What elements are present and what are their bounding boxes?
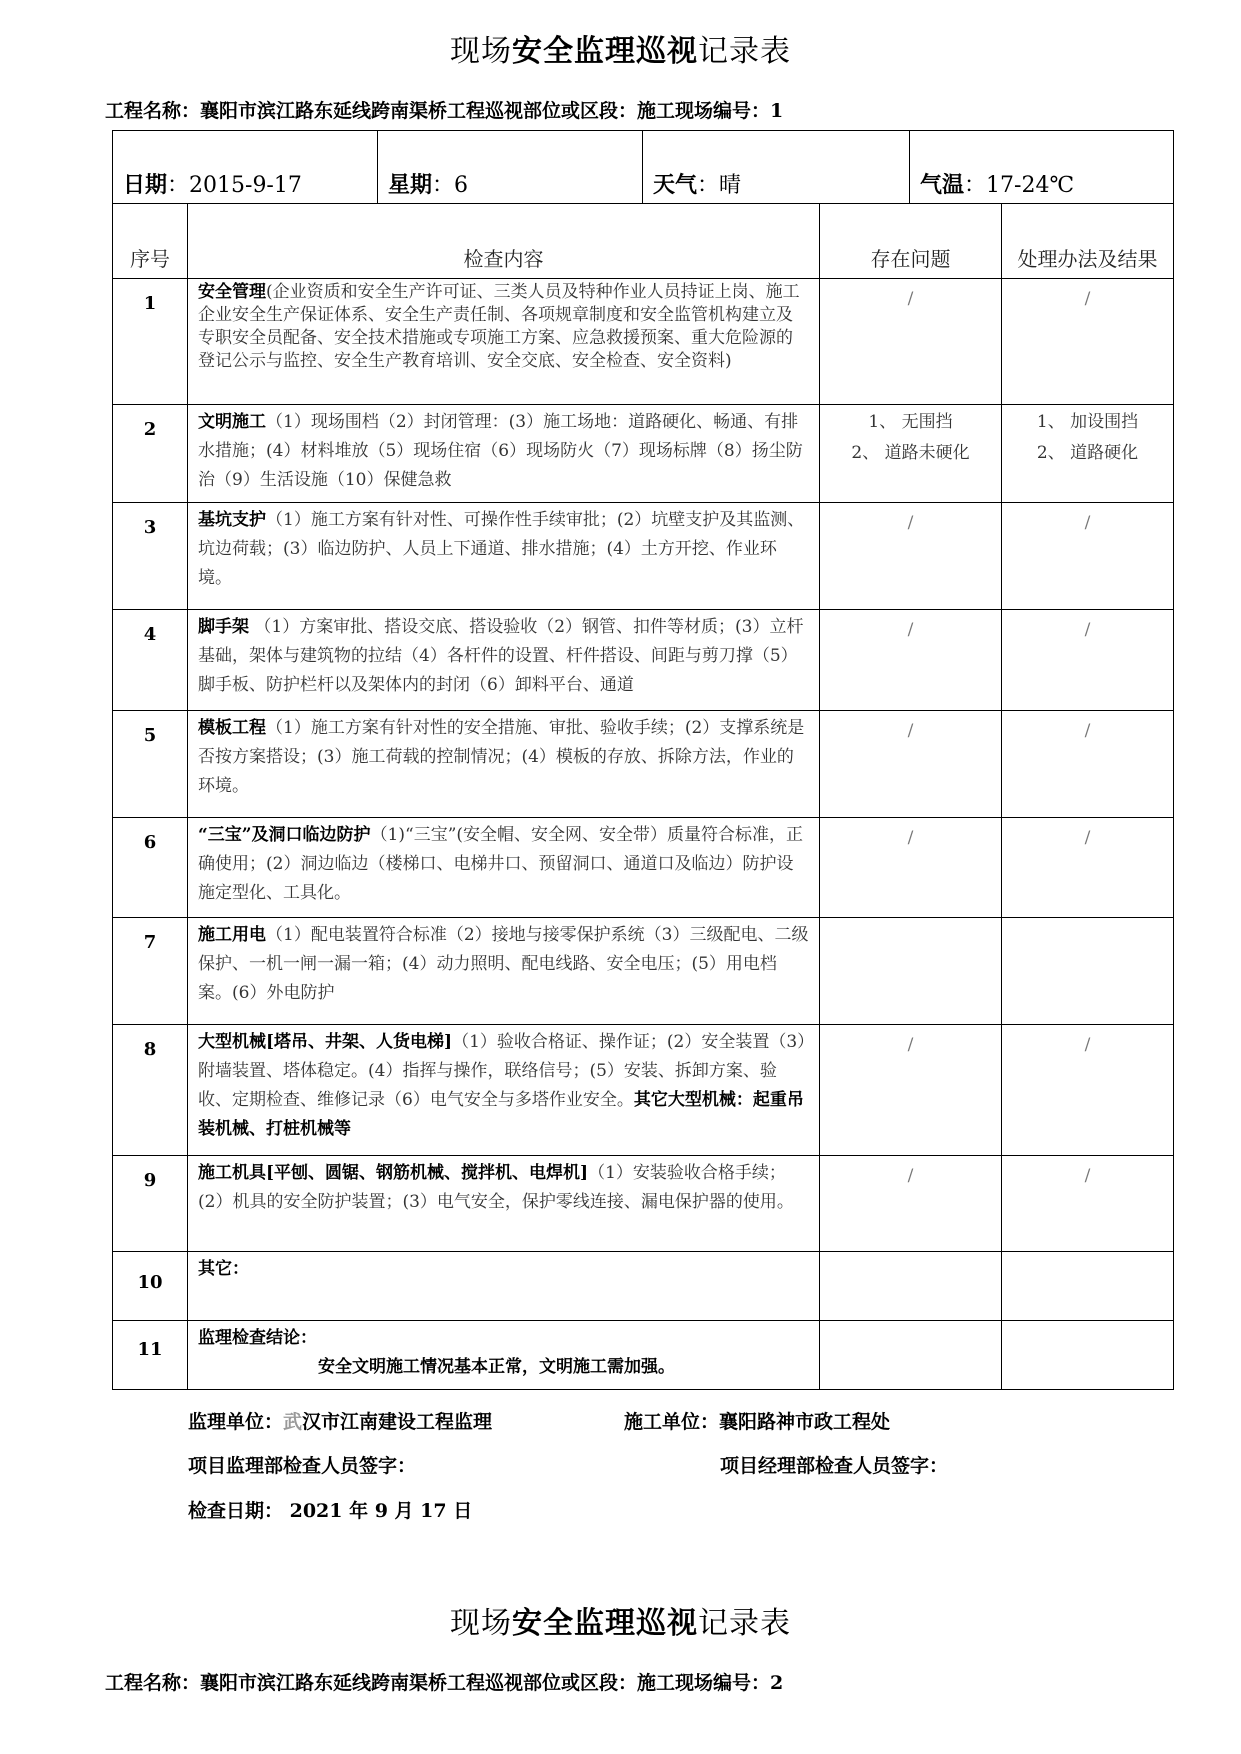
result-item: 1、 加设围挡 (1036, 412, 1139, 432)
issue-item: 2、 道路未硬化 (851, 443, 970, 463)
row-number: 7 (113, 918, 188, 1025)
row-number: 4 (113, 610, 188, 711)
project-line: 工程名称：襄阳市滨江路东延线跨南渠桥工程巡视部位或区段：施工现场编号：1 (105, 100, 784, 122)
row-content (188, 1321, 820, 1390)
supervisor-label: 监理单位： (188, 1411, 284, 1433)
temp-label: 气温 (920, 172, 965, 198)
row-content (188, 918, 820, 1025)
title-pre: 现场 (450, 1606, 512, 1641)
row-text: （1）方案审批、搭设交底、搭设验收（2）钢管、扣件等材质；(3）立杆基础，架体与建筑物的拉结（4）各杆件的设置、杆件搭设、间距与剪刀撑（5）脚手板、防护栏杆以及架体内的封闭（6）卸料平台、通道 (198, 617, 804, 695)
weekday-cell (378, 131, 643, 204)
header-row (113, 131, 1174, 204)
row-title: 监理检查结论： (198, 1328, 317, 1348)
page-title (0, 26, 1241, 70)
row-title: 大型机械[塔吊、井架、人货电梯] (198, 1032, 453, 1052)
row-title: 脚手架 (198, 617, 249, 637)
table-row (113, 503, 1174, 610)
row-text: （1）安装验收合格手续；(2）机具的安全防护装置；(3）电气安全，保护零线连接、漏电保护器的使用。 (198, 1163, 794, 1212)
row-text: （1）验收合格证、操作证；(2）安全装置（3）附墙装置、塔体稳定。(4）指挥与操作，联络信号；(5）安装、拆卸方案、验收、定期检查、维修记录（6）电气安全与多塔作业安全。 (198, 1032, 806, 1110)
page2-project-line: 工程名称：襄阳市滨江路东延线跨南渠桥工程巡视部位或区段：施工现场编号：2 (105, 1672, 784, 1694)
row-number: 3 (113, 503, 188, 610)
col-issue: 存在问题 (820, 204, 1002, 279)
row-result (1002, 1252, 1174, 1321)
row-number: 11 (113, 1321, 188, 1390)
result-item: 2、 道路硬化 (1036, 443, 1139, 463)
row-number: 8 (113, 1025, 188, 1156)
row-issue: / (820, 610, 1002, 711)
row-issue: / (820, 711, 1002, 818)
date-cell (113, 131, 378, 204)
column-header-row (113, 204, 1174, 279)
weather-value: ：晴 (697, 173, 742, 198)
row-content (188, 503, 820, 610)
row-issue: / (820, 279, 1002, 405)
row-result (1002, 1321, 1174, 1390)
row-issue: / (820, 1156, 1002, 1252)
row-issue (820, 1252, 1002, 1321)
row-title: 基坑支护 (198, 510, 266, 530)
row-issue (820, 405, 1002, 503)
title-bold: 安全监理巡视 (512, 34, 698, 69)
row-number: 5 (113, 711, 188, 818)
row-number: 2 (113, 405, 188, 503)
row-issue (820, 918, 1002, 1025)
title-post: 记录表 (698, 34, 791, 69)
table-row (113, 1025, 1174, 1156)
row-text: (企业资质和安全生产许可证、三类人员及特种作业人员持证上岗、施工企业安全生产保证体系、安全生产责任制、各项规章制度和安全监管机构建立及专职安全员配备、安全技术措施或专项施工方案、应急救援预案、重大危险源的登记公示与监控、安全生产教育培训、安全交底、安全检查、安全资料) (198, 282, 800, 371)
row-issue: / (820, 818, 1002, 918)
row-title: 模板工程 (198, 718, 266, 738)
row-result (1002, 405, 1174, 503)
row-number: 10 (113, 1252, 188, 1321)
page2-title (0, 1598, 1241, 1642)
row-title: 施工机具[平刨、圆锯、钢筋机械、搅拌机、电焊机] (198, 1163, 589, 1183)
title-post: 记录表 (698, 1606, 791, 1641)
row-result: / (1002, 279, 1174, 405)
row-content (188, 1025, 820, 1156)
row-title-extra: 其它大型机械：起重吊装机械、打桩机械等 (198, 1090, 804, 1139)
table-row (113, 405, 1174, 503)
row-number: 9 (113, 1156, 188, 1252)
table-row (113, 711, 1174, 818)
col-no: 序号 (113, 204, 188, 279)
row-content (188, 610, 820, 711)
date-label: 日期 (123, 172, 168, 198)
row-text: （1）施工方案有针对性、可操作性手续审批；(2）坑壁支护及其监测、坑边荷载；(3）临边防护、人员上下通道、排水措施；(4）土方开挖、作业环境。 (198, 510, 805, 588)
row-number: 1 (113, 279, 188, 405)
row-title: 施工用电 (198, 925, 266, 945)
temperature-cell (910, 131, 1174, 204)
weekday-label: 星期 (388, 172, 433, 198)
row-result (1002, 918, 1174, 1025)
contractor-unit: 施工单位：襄阳路神市政工程处 (624, 1411, 891, 1433)
row-result: / (1002, 503, 1174, 610)
row-text: （1）配电装置符合标准（2）接地与接零保护系统（3）三级配电、二级保护、一机一闸一漏一箱；(4）动力照明、配电线路、安全电压；(5）用电档案。(6）外电防护 (198, 925, 809, 1003)
table-row (113, 918, 1174, 1025)
inspection-table (112, 130, 1174, 1390)
table-row (113, 610, 1174, 711)
weather-label: 天气 (653, 172, 698, 198)
row-issue (820, 1321, 1002, 1390)
row-result: / (1002, 711, 1174, 818)
manager-signature: 项目经理部检查人员签字： (720, 1455, 949, 1477)
temp-value: ：17-24℃ (964, 173, 1075, 198)
supervisor-unit (188, 1407, 492, 1434)
col-content: 检查内容 (188, 204, 820, 279)
supervisor-faded-char: 武 (283, 1411, 303, 1433)
title-pre: 现场 (450, 34, 512, 69)
table-row (113, 279, 1174, 405)
row-text: （1）现场围档（2）封闭管理：(3）施工场地：道路硬化、畅通、有排水措施；(4）材料堆放（5）现场住宿（6）现场防火（7）现场标牌（8）扬尘防治（9）生活设施（10）保健急救 (198, 412, 803, 490)
issue-item: 1、 无围挡 (868, 412, 953, 432)
table-row (113, 818, 1174, 918)
row-text: （1）施工方案有针对性的安全措施、审批、验收手续；(2）支撑系统是否按方案搭设；(3）施工荷载的控制情况；(4）模板的存放、拆除方法，作业的环境。 (198, 718, 805, 796)
table-row (113, 1156, 1174, 1252)
row-title: “三宝”及洞口临边防护 (198, 825, 371, 845)
row-issue: / (820, 503, 1002, 610)
table-row (113, 1252, 1174, 1321)
row-content (188, 1252, 820, 1321)
supervisor-signature: 项目监理部检查人员签字： (188, 1455, 417, 1477)
row-result: / (1002, 818, 1174, 918)
table-row (113, 1321, 1174, 1390)
row-content (188, 405, 820, 503)
row-issue: / (820, 1025, 1002, 1156)
row-result: / (1002, 1025, 1174, 1156)
row-result: / (1002, 1156, 1174, 1252)
row-result: / (1002, 610, 1174, 711)
date-value: ：2015-9-17 (167, 173, 302, 198)
row-content (188, 279, 820, 405)
row-content (188, 711, 820, 818)
row-content (188, 1156, 820, 1252)
row-title: 安全管理 (198, 282, 266, 302)
conclusion-text: 安全文明施工情况基本正常，文明施工需加强。 (318, 1357, 675, 1377)
row-title: 文明施工 (198, 412, 266, 432)
supervisor-name: 汉市江南建设工程监理 (302, 1411, 493, 1433)
weather-cell (643, 131, 910, 204)
row-content (188, 818, 820, 918)
col-result: 处理办法及结果 (1002, 204, 1174, 279)
check-date: 检查日期： 2021 年 9 月 17 日 (188, 1500, 473, 1522)
row-number: 6 (113, 818, 188, 918)
row-title: 其它： (198, 1259, 249, 1279)
weekday-value: ：6 (432, 173, 469, 198)
title-bold: 安全监理巡视 (512, 1606, 698, 1641)
row-text: （1)“三宝”(安全帽、安全网、安全带）质量符合标准，正确使用；(2）洞边临边（楼梯口、电梯井口、预留洞口、通道口及临边）防护设施定型化、工具化。 (198, 825, 804, 903)
